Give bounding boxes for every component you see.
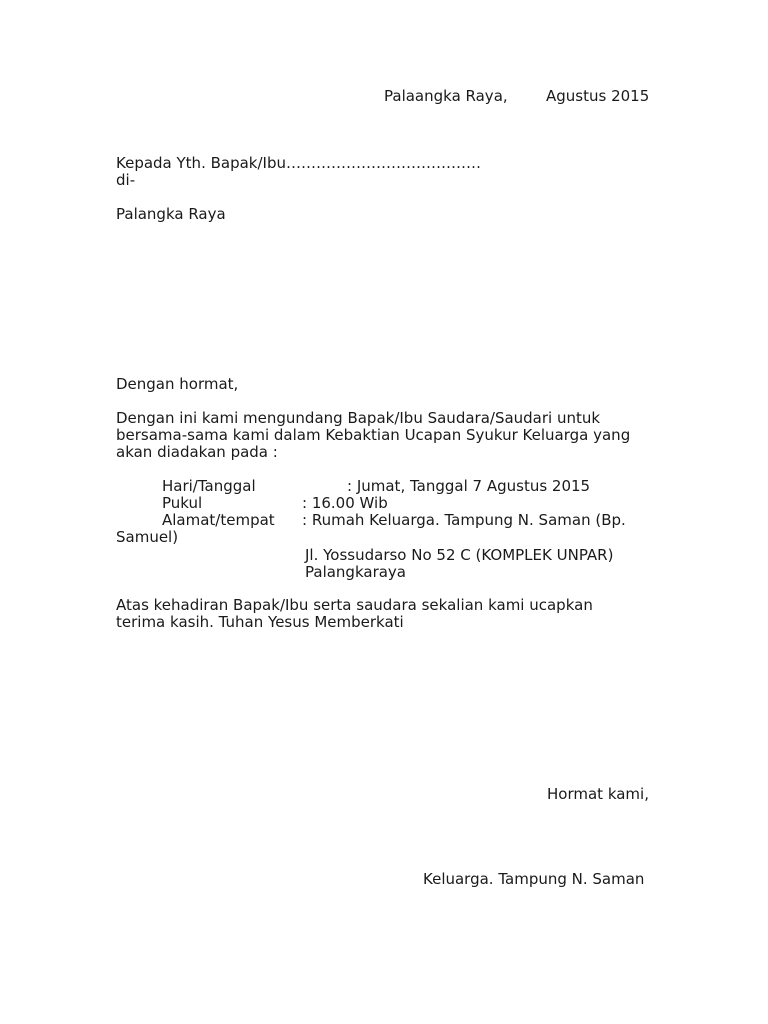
- intro-line-3: akan diadakan pada :: [116, 443, 278, 461]
- letter-place: Palaangka Raya,: [384, 87, 508, 105]
- signature-name: Keluarga. Tampung N. Saman: [423, 870, 645, 888]
- place-value: : Rumah Keluarga. Tampung N. Saman (Bp.: [302, 511, 626, 529]
- greeting: Dengan hormat,: [116, 375, 239, 393]
- recipient-line: Kepada Yth. Bapak/Ibu…………………………………: [116, 154, 481, 172]
- closing-line-2: terima kasih. Tuhan Yesus Memberkati: [116, 613, 404, 631]
- intro-line-2: bersama-sama kami dalam Kebaktian Ucapan Syukur Keluarga yang: [116, 426, 631, 444]
- address-line-1: Jl. Yossudarso No 52 C (KOMPLEK UNPAR): [305, 546, 614, 564]
- closing-line-1: Atas kehadiran Bapak/Ibu serta saudara sekalian kami ucapkan: [116, 596, 593, 614]
- address-line-2: Palangkaraya: [305, 563, 406, 581]
- letter-date: Agustus 2015: [546, 87, 650, 105]
- place-label: Alamat/tempat: [162, 511, 275, 529]
- time-value: : 16.00 Wib: [302, 494, 388, 512]
- day-value: : Jumat, Tanggal 7 Agustus 2015: [347, 477, 591, 495]
- time-label: Pukul: [162, 494, 203, 512]
- intro-line-1: Dengan ini kami mengundang Bapak/Ibu Saudara/Saudari untuk: [116, 409, 601, 427]
- place-continuation: Samuel): [116, 528, 179, 546]
- recipient-city: Palangka Raya: [116, 205, 226, 223]
- recipient-di: di-: [116, 171, 136, 189]
- day-label: Hari/Tanggal: [162, 477, 256, 495]
- signature-regards: Hormat kami,: [547, 785, 649, 803]
